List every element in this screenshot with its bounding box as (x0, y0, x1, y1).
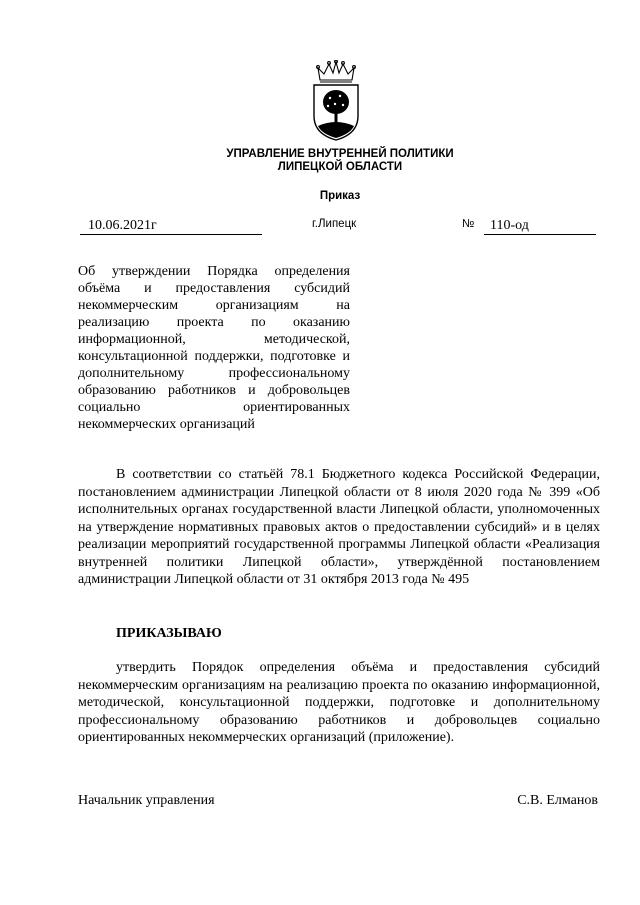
document-type: Приказ (319, 190, 361, 202)
decision-paragraph: утвердить Порядок определения объёма и предоставления субсидий некоммерческим организациям на реализацию проекта по оказанию информационной, методической, консультационной поддержки, подготовке и дополнительному профессиональному образованию работников и добровольцев социально ориентированных некоммерческих организаций (приложение). (78, 660, 600, 745)
order-word: ПРИКАЗЫВАЮ (116, 626, 222, 641)
organization-name-line2: ЛИПЕЦКОЙ ОБЛАСТИ (277, 161, 403, 173)
document-subject: Об утверждении Порядка определения объёма и предоставления субсидий некоммерческим организациям на реализацию проекта по оказанию информационной, методической, консультационной поддержки, подготовке и дополнительному профессиональному образованию работников и добровольцев социально ориентированных некоммерческих организаций (78, 264, 350, 432)
organization-name-line1: УПРАВЛЕНИЕ ВНУТРЕННЕЙ ПОЛИТИКИ (226, 148, 454, 160)
coat-of-arms-icon (310, 60, 362, 142)
signatory-name: С.В. Елманов (517, 793, 598, 808)
signatory-position: Начальник управления (78, 793, 215, 808)
document-city: г.Липецк (312, 218, 357, 230)
number-sign: № (462, 218, 475, 230)
document-date: 10.06.2021г (80, 217, 262, 235)
preamble-paragraph: В соответствии со статьёй 78.1 Бюджетного кодекса Российской Федерации, постановлением администрации Липецкой области от 8 июля 2020 года № 399 «Об исполнительных органах государственной власти Липецкой области, уполномоченных на утверждение нормативных правовых актов о предоставлении субсидий» и в целях реализации мероприятий государственной программы Липецкой области «Реализация внутренней политики Липецкой области», утверждённой постановлением администрации Липецкой области от 31 октября 2013 года № 495 (78, 467, 600, 587)
document-number: 110-од (484, 217, 596, 235)
